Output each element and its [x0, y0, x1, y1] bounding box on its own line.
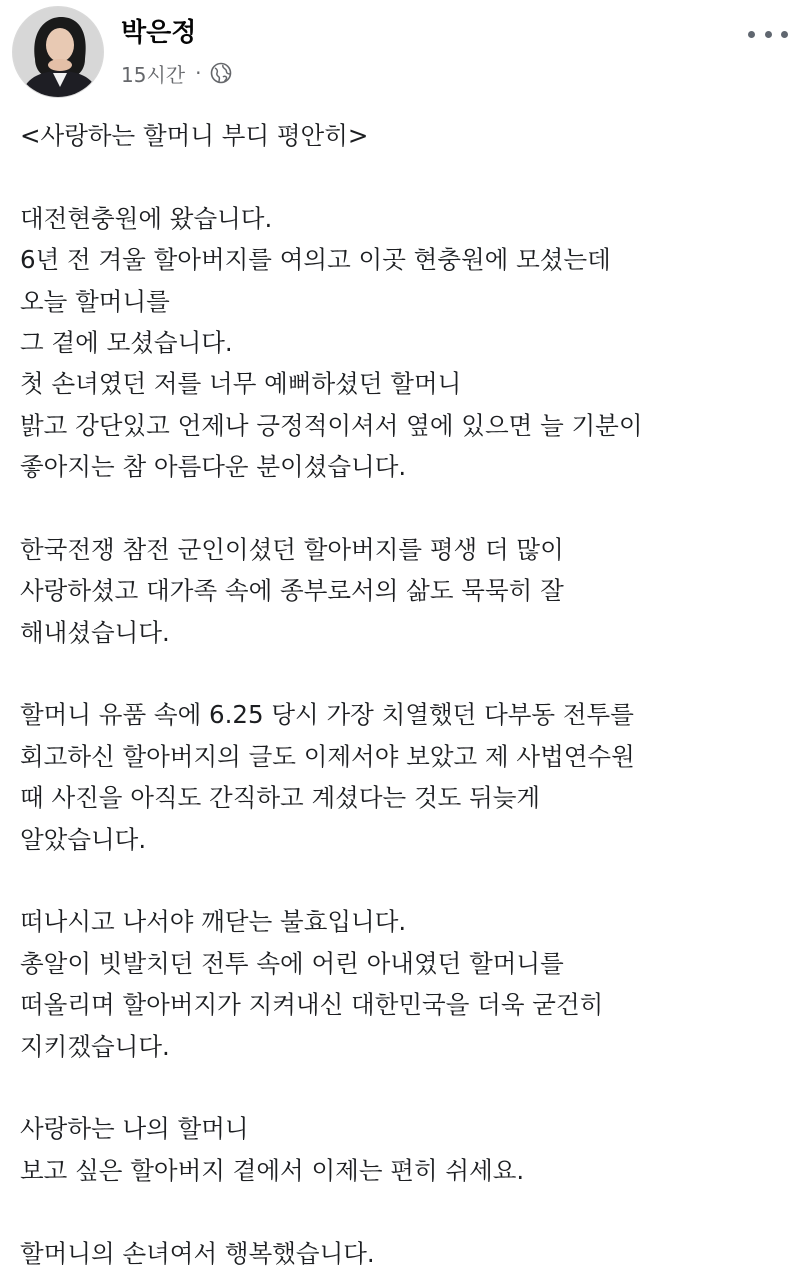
post-line: 첫 손녀였던 저를 너무 예뻐하셨던 할머니 [20, 369, 462, 399]
post-timestamp[interactable]: 15시간 [121, 62, 186, 87]
post-line: 오늘 할머니를 [20, 286, 170, 316]
post-line: 떠올리며 할아버지가 지켜내신 대한민국을 더욱 굳건히 [20, 990, 604, 1020]
post-line [20, 488, 790, 529]
post-header [0, 0, 800, 100]
post-line: 총알이 빗발치던 전투 속에 어린 아내였던 할머니를 [20, 948, 564, 978]
post-line: 사랑하셨고 대가족 속에 종부로서의 삶도 묵묵히 잘 [20, 576, 564, 606]
post-line [20, 156, 790, 197]
more-dot [765, 31, 772, 38]
post-line: 대전현충원에 왔습니다. [20, 203, 273, 233]
author-name[interactable]: 박은정 [121, 18, 197, 48]
post-line: <사랑하는 할머니 부디 평안히> [20, 121, 369, 150]
post-line: 알았습니다. [20, 824, 147, 854]
post-line: 할머니의 손녀여서 행복했습니다. [20, 1238, 375, 1268]
post-line: 보고 싶은 할아버지 곁에서 이제는 편히 쉬세요. [20, 1155, 525, 1185]
post-line: 회고하신 할아버지의 글도 이제서야 보았고 제 사법연수원 [20, 741, 635, 771]
post-body [20, 115, 790, 1274]
post-line: 밝고 강단있고 언제나 긍정적이셔서 옆에 있으면 늘 기분이 [20, 410, 643, 440]
author-avatar[interactable] [12, 6, 104, 98]
more-dot [748, 31, 755, 38]
more-dot [781, 31, 788, 38]
post-line: 6년 전 겨울 할아버지를 여의고 이곳 현충원에 모셨는데 [20, 245, 611, 275]
post-meta [121, 58, 232, 88]
more-options-icon[interactable] [748, 22, 788, 46]
post-line [20, 1067, 790, 1108]
post-line [20, 860, 790, 901]
post-line: 해내셨습니다. [20, 617, 170, 647]
meta-separator: · [195, 61, 202, 85]
post-line: 그 곁에 모셨습니다. [20, 327, 233, 357]
avatar-image [13, 7, 104, 98]
post-line: 때 사진을 아직도 간직하고 계셨다는 것도 뒤늦게 [20, 783, 541, 813]
post-line: 떠나시고 나서야 깨닫는 불효입니다. [20, 907, 407, 937]
post-line: 지키겠습니다. [20, 1031, 170, 1061]
post-line [20, 1191, 790, 1232]
post-line: 할머니 유품 속에 6.25 당시 가장 치열했던 다부동 전투를 [20, 700, 634, 730]
post-line: 좋아지는 참 아름다운 분이셨습니다. [20, 452, 407, 482]
globe-icon[interactable] [210, 62, 232, 84]
post-line [20, 653, 790, 694]
post-line: 한국전쟁 참전 군인이셨던 할아버지를 평생 더 많이 [20, 534, 564, 564]
post-line: 사랑하는 나의 할머니 [20, 1114, 249, 1144]
